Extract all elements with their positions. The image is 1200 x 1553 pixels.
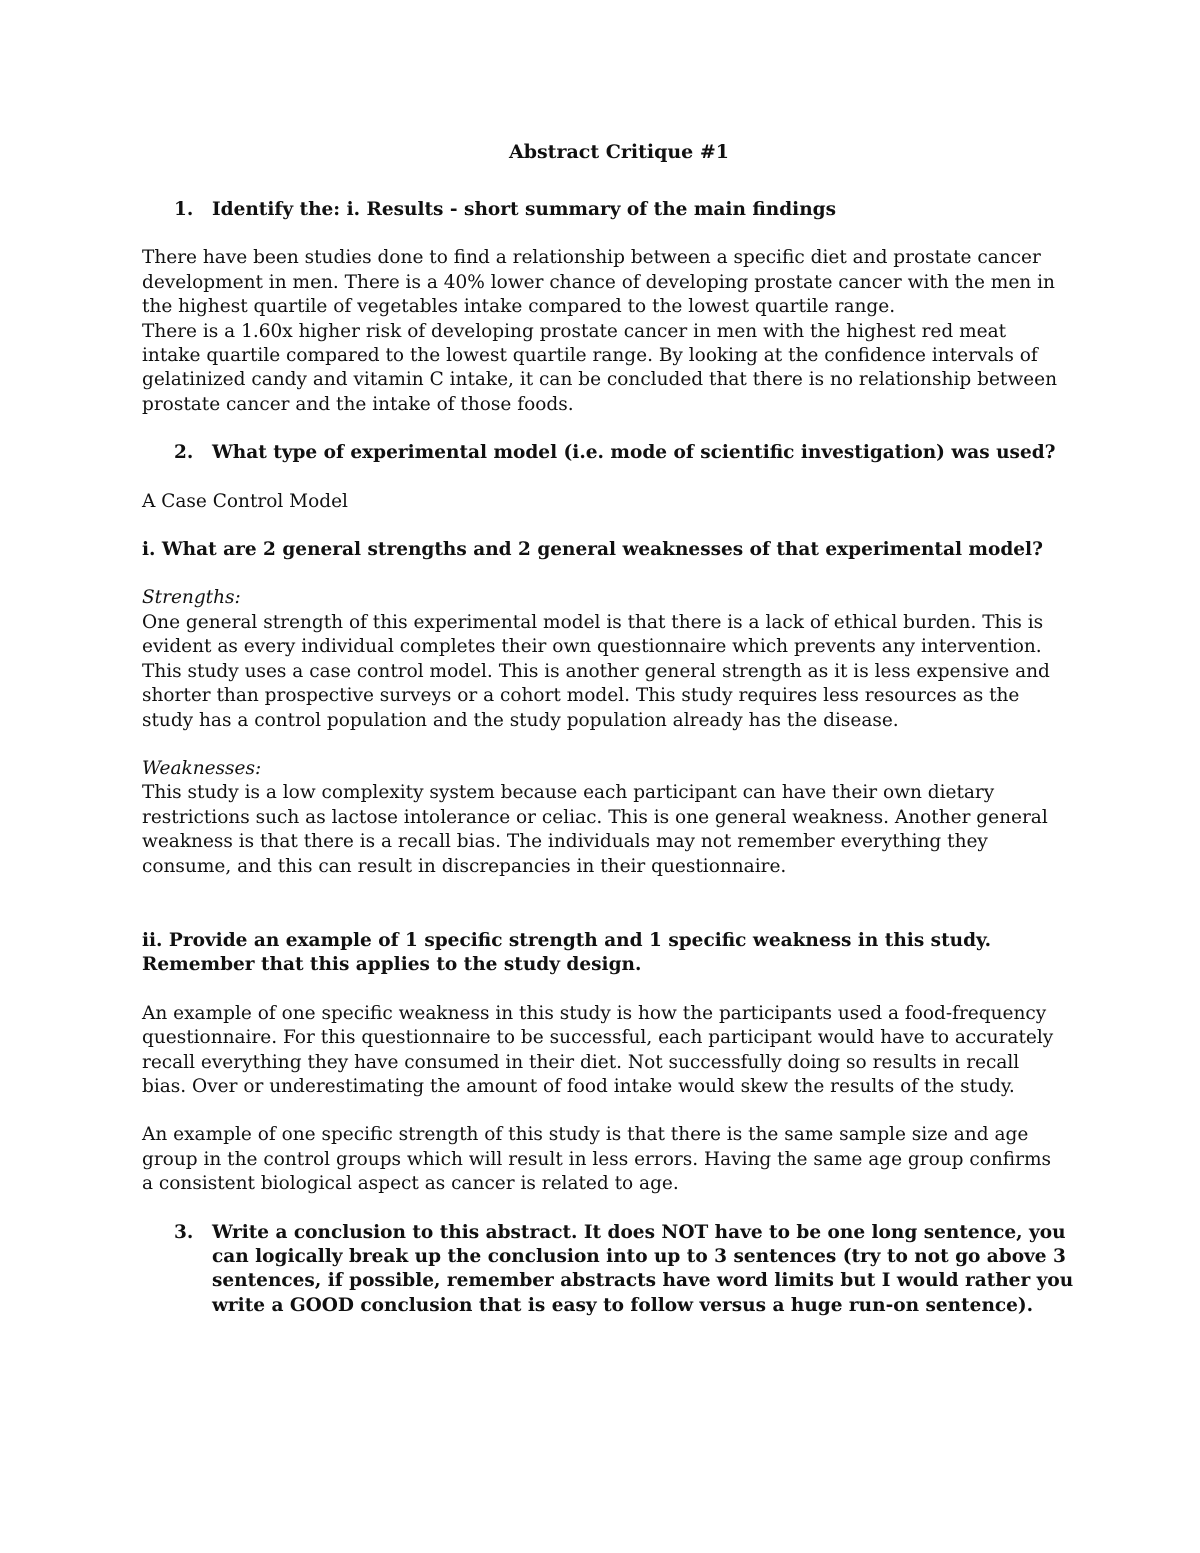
question-2 <box>142 441 1082 465</box>
question-3-line: write a GOOD conclusion that is easy to follow versus a huge run-on sentence). <box>212 1294 1034 1316</box>
strengths-line: shorter than prospective surveys or a cohort model. This study requires less resources as the <box>142 685 1020 707</box>
weaknesses-line: consume, and this can result in discrepancies in their questionnaire. <box>142 855 787 877</box>
sub-ii-line: Remember that this applies to the study design. <box>142 954 642 976</box>
answer-line: development in men. There is a 40% lower chance of developing prostate cancer with the men in <box>142 271 1055 293</box>
weaknesses-line: weakness is that there is a recall bias. The individuals may not remember everything they <box>142 831 988 853</box>
weaknesses-label: Weaknesses: <box>142 757 262 779</box>
answer-line: There is a 1.60x higher risk of developing prostate cancer in men with the highest red meat <box>142 320 1007 342</box>
strength-example-line: An example of one specific strength of this study is that there is the same sample size and age <box>142 1124 1029 1146</box>
weakness-example-line: questionnaire. For this questionnaire to be successful, each participant would have to accurately <box>142 1027 1054 1049</box>
weakness-example-line: recall everything they have consumed in their diet. Not successfully doing so results in recall <box>142 1051 1020 1073</box>
answer-line: There have been studies done to find a relationship between a specific diet and prostate cancer <box>142 247 1041 269</box>
strength-example-line: group in the control groups which will result in less errors. Having the same age group confirms <box>142 1148 1052 1170</box>
question-1-number: 1. <box>174 199 194 220</box>
answer-line: prostate cancer and the intake of those foods. <box>142 393 574 415</box>
question-3 <box>142 1221 1082 1319</box>
strength-example-line: a consistent biological aspect as cancer is related to age. <box>142 1173 679 1195</box>
answer-line: intake quartile compared to the lowest quartile range. By looking at the confidence intervals of <box>142 345 1038 367</box>
weaknesses-line: restrictions such as lactose intolerance or celiac. This is one general weakness. Another general <box>142 806 1048 828</box>
weaknesses-text <box>142 781 1082 879</box>
question-3-line: Write a conclusion to this abstract. It does NOT have to be one long sentence, you <box>212 1221 1066 1243</box>
strengths-label: Strengths: <box>142 587 241 609</box>
question-2-sub-ii <box>142 929 1082 978</box>
question-2-sub-i: i. What are 2 general strengths and 2 general weaknesses of that experimental model? <box>142 539 1043 561</box>
strengths-line: This study uses a case control model. This is another general strength as it is less expensive and <box>142 660 1050 682</box>
question-2-number: 2. <box>174 442 194 464</box>
weakness-example-line: bias. Over or underestimating the amount of food intake would skew the results of the study. <box>142 1075 1015 1097</box>
question-3-line: sentences, if possible, remember abstracts have word limits but I would rather you <box>212 1270 1074 1292</box>
strengths-text <box>142 611 1082 733</box>
strengths-line: study has a control population and the study population already has the disease. <box>142 709 899 731</box>
document-page <box>142 140 1082 1318</box>
question-1-text: Identify the: i. Results - short summary of the main findings <box>212 199 837 220</box>
specific-strength-example <box>142 1123 1082 1196</box>
question-3-number: 3. <box>174 1221 194 1243</box>
question-1-answer <box>142 246 1082 417</box>
specific-weakness-example <box>142 1002 1082 1100</box>
weakness-example-line: An example of one specific weakness in this study is how the participants used a food-frequency <box>142 1002 1047 1024</box>
answer-line: gelatinized candy and vitamin C intake, it can be concluded that there is no relationship between <box>142 369 1057 391</box>
weaknesses-line: This study is a low complexity system because each participant can have their own dietary <box>142 782 995 804</box>
question-3-text <box>212 1221 1082 1319</box>
answer-line: the highest quartile of vegetables intake compared to the lowest quartile range. <box>142 296 896 318</box>
question-1 <box>142 198 1082 222</box>
strengths-line: One general strength of this experimental model is that there is a lack of ethical burden. This is <box>142 611 1044 633</box>
question-2-answer: A Case Control Model <box>142 490 348 512</box>
question-3-line: can logically break up the conclusion into up to 3 sentences (try to not go above 3 <box>212 1246 1066 1267</box>
page-title: Abstract Critique #1 <box>508 141 730 163</box>
strengths-line: evident as every individual completes their own questionnaire which prevents any intervention. <box>142 636 1042 658</box>
sub-ii-line: ii. Provide an example of 1 specific strength and 1 specific weakness in this study. <box>142 929 992 951</box>
question-2-text: What type of experimental model (i.e. mode of scientific investigation) was used? <box>212 442 1056 464</box>
